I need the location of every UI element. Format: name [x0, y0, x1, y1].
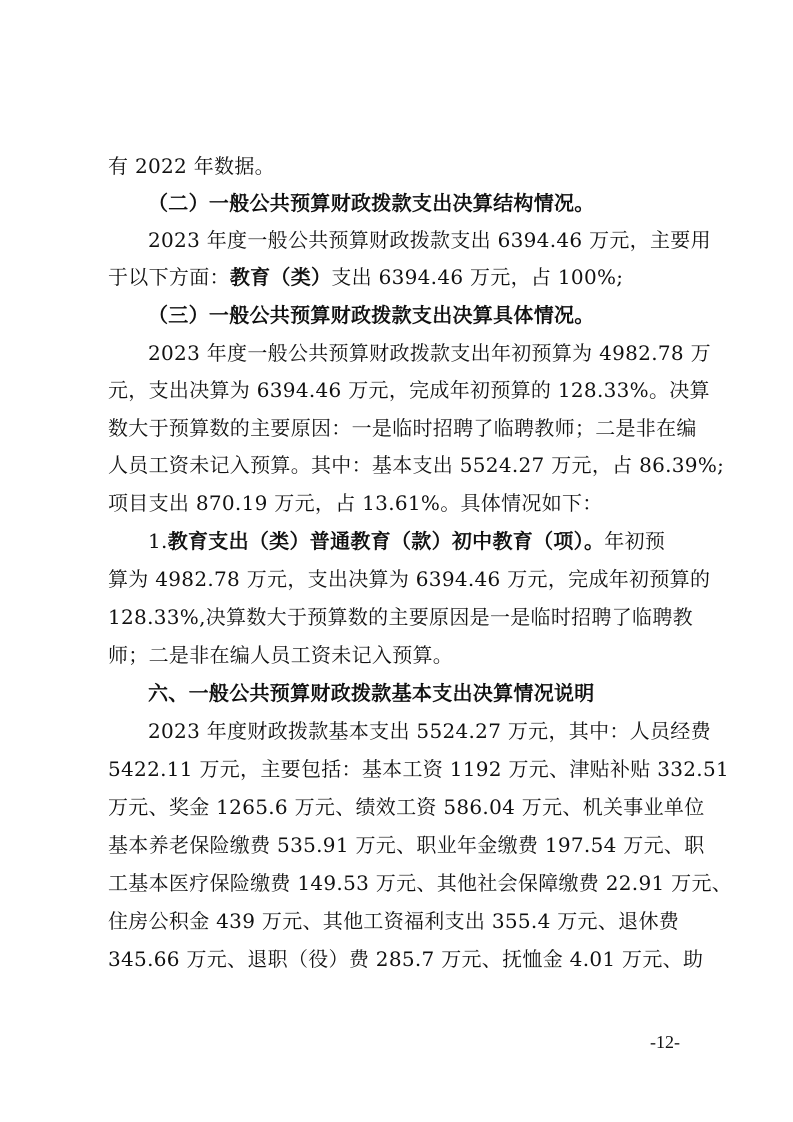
paragraph-line-16: 2023 年度财政拨款基本支出 5524.27 万元，其中：人员经费 — [148, 719, 711, 743]
line-11-bold: 教育支出（类）普通教育（款）初中教育（项）。 — [167, 529, 605, 553]
line-4-post: 支出 6394.46 万元，占 100%; — [331, 265, 624, 289]
paragraph-line-18: 万元、奖金 1265.6 万元、绩效工资 586.04 万元、机关事业单位 — [108, 795, 705, 819]
paragraph-line-3: 2023 年度一般公共预算财政拨款支出 6394.46 万元，主要用 — [148, 228, 711, 252]
paragraph-line-20: 工基本医疗保险缴费 149.53 万元、其他社会保障缴费 22.91 万元、 — [108, 871, 733, 895]
paragraph-line-11 — [148, 527, 688, 555]
paragraph-line-19: 基本养老保险缴费 535.91 万元、职业年金缴费 197.54 万元、职 — [108, 833, 705, 857]
paragraph-line-14: 师；二是非在编人员工资未记入预算。 — [108, 643, 454, 667]
paragraph-line-8: 数大于预算数的主要原因：一是临时招聘了临聘教师；二是非在编 — [108, 416, 697, 440]
line-11-post: 年初预 — [604, 529, 666, 553]
paragraph-line-22: 345.66 万元、退职（役）费 285.7 万元、抚恤金 4.01 万元、助 — [108, 947, 704, 971]
section-heading-6: 六、一般公共预算财政拨款基本支出决算情况说明 — [148, 681, 595, 705]
page-number: -12- — [650, 1032, 680, 1052]
paragraph-line-17: 5422.11 万元，主要包括：基本工资 1192 万元、津贴补贴 332.51 — [108, 757, 730, 781]
paragraph-line-1: 有 2022 年数据。 — [108, 154, 275, 178]
paragraph-line-21: 住房公积金 439 万元、其他工资福利支出 355.4 万元、退休费 — [108, 909, 680, 933]
paragraph-line-12: 算为 4982.78 万元，支出决算为 6394.46 万元，完成年初预算的 — [108, 567, 711, 591]
paragraph-line-9: 人员工资未记入预算。其中：基本支出 5524.27 万元，占 86.39%; — [108, 453, 725, 477]
line-4-bold: 教育（类） — [229, 265, 332, 289]
paragraph-line-13: 128.33%,决算数大于预算数的主要原因是一是临时招聘了临聘教 — [108, 605, 693, 629]
section-heading-2: （二）一般公共预算财政拨款支出决算结构情况。 — [148, 191, 595, 215]
line-4-pre: 于以下方面： — [108, 265, 230, 289]
paragraph-line-10: 项目支出 870.19 万元，占 13.61%。具体情况如下： — [108, 491, 603, 515]
paragraph-line-4 — [108, 263, 688, 291]
paragraph-line-7: 元，支出决算为 6394.46 万元，完成年初预算的 128.33%。决算 — [108, 378, 710, 402]
paragraph-line-6: 2023 年度一般公共预算财政拨款支出年初预算为 4982.78 万 — [148, 341, 711, 365]
section-heading-3: （三）一般公共预算财政拨款支出决算具体情况。 — [148, 303, 595, 327]
line-11-pre: 1. — [148, 529, 168, 553]
